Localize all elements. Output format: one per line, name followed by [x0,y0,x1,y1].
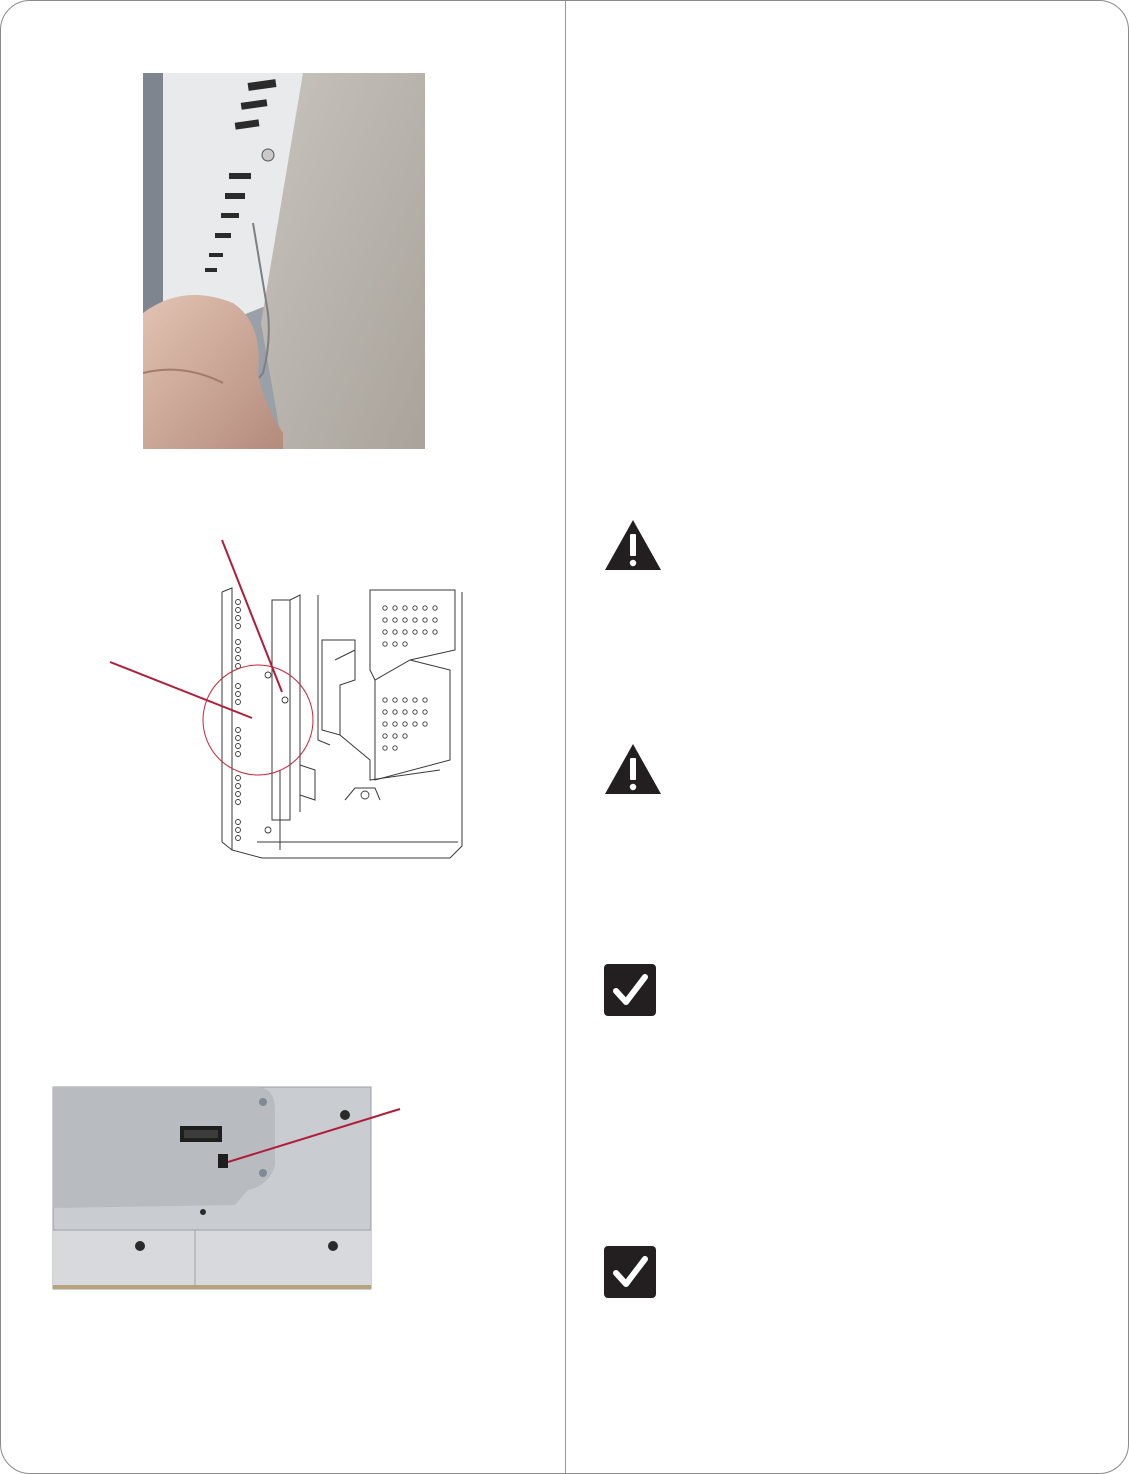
mount-bracket-drawing [0,520,560,880]
checkmark-icon [603,963,657,1017]
display-back-photo [0,1080,420,1295]
checkmark-icon [603,1245,657,1299]
wall-mount-photo [143,73,425,449]
warning-icon [603,742,663,796]
column-divider [565,1,566,1473]
warning-icon [603,518,663,572]
